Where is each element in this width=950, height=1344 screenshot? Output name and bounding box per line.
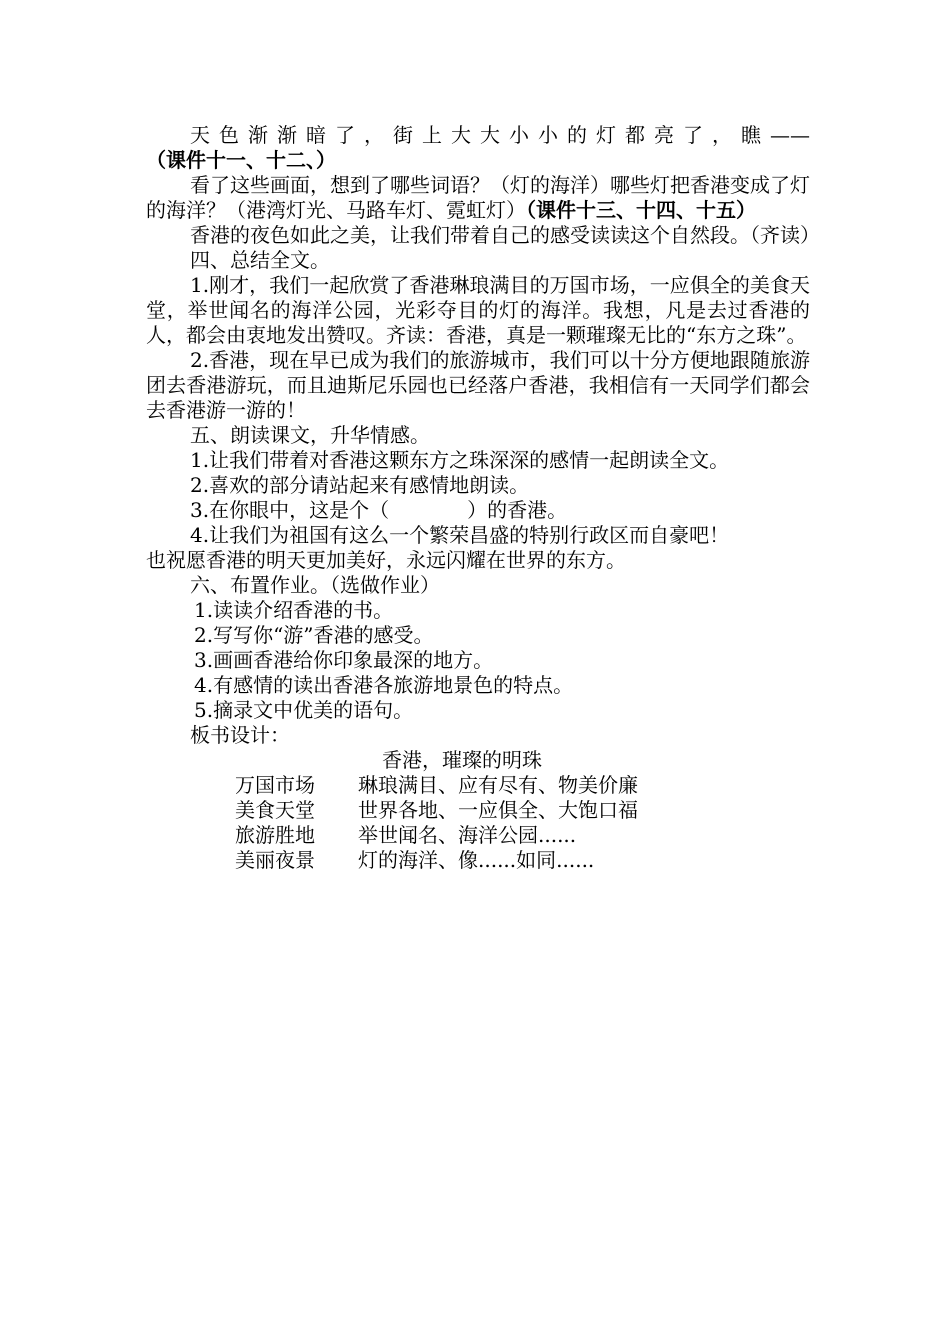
summary-item-2: 2.香港，现在早已成为我们的旅游城市，我们可以十分方便地跟随旅游团去香港游玩，而且迪斯尼乐园也已经落户香港，我相信有一天同学们都会去香港游一游的！ <box>146 348 810 422</box>
summary-item-1: 1.刚才，我们一起欣赏了香港琳琅满目的万国市场，一应俱全的美食天堂，举世闻名的海洋公园，光彩夺目的灯的海洋。我想，凡是去过香港的人，都会由衷地发出赞叹。齐读：香港，真是一颗璀璨无比的“东方之珠”。 <box>146 273 810 347</box>
board-row-key: 美丽夜景 <box>235 848 315 872</box>
board-design-label: 板书设计： <box>190 723 290 747</box>
board-row-key: 万国市场 <box>235 773 315 797</box>
paragraph-sea-of-lights <box>146 173 810 223</box>
board-row-value: 世界各地、一应俱全、大饱口福 <box>358 798 638 822</box>
homework-item-3: 3.画画香港给你印象最深的地方。 <box>194 648 494 672</box>
paragraph-text: 看了这些画面，想到了哪些词语？（灯的海洋）哪些灯把香港变成了灯的海洋？（港湾灯光、马路车灯、霓虹灯） <box>146 173 810 222</box>
board-row-key: 旅游胜地 <box>235 823 315 847</box>
paragraph-night-view: 香港的夜色如此之美，让我们带着自己的感受读读这个自然段。（齐读） <box>190 223 820 247</box>
section-heading-homework: 六、布置作业。（选做作业） <box>190 573 440 597</box>
board-row <box>146 823 810 848</box>
board-title: 香港，璀璨的明珠 <box>382 748 542 772</box>
section-heading-reading: 五、朗读课文，升华情感。 <box>190 423 430 447</box>
reading-item-4: 4.让我们为祖国有这么一个繁荣昌盛的特别行政区而自豪吧！ <box>190 523 730 547</box>
courseware-note: （课件十三、十四、十五） <box>526 198 756 222</box>
board-row-key: 美食天堂 <box>235 798 315 822</box>
reading-item-3 <box>146 498 810 523</box>
reading-item-2: 2.喜欢的部分请站起来有感情地朗读。 <box>190 473 530 497</box>
homework-item-2: 2.写写你“游”香港的感受。 <box>194 623 434 647</box>
reading-item-3-start: 3.在你眼中，这是个（ <box>190 498 390 522</box>
board-row-value: 琳琅满目、应有尽有、物美价廉 <box>358 773 638 797</box>
paragraph-night-lights <box>146 123 810 173</box>
board-row-value: 举世闻名、海洋公园...... <box>358 823 577 847</box>
section-heading-summary: 四、总结全文。 <box>190 248 330 272</box>
homework-item-4: 4.有感情的读出香港各旅游地景色的特点。 <box>194 673 574 697</box>
board-row <box>146 798 810 823</box>
board-row-value: 灯的海洋、像......如同...... <box>358 848 595 872</box>
reading-item-3-end: ）的香港。 <box>467 498 568 522</box>
board-row <box>146 773 810 798</box>
board-row <box>146 848 810 873</box>
homework-item-5: 5.摘录文中优美的语句。 <box>194 698 414 722</box>
reading-item-4-continued: 也祝愿香港的明天更加美好，永远闪耀在世界的东方。 <box>146 548 626 572</box>
homework-item-1: 1.读读介绍香港的书。 <box>194 598 394 622</box>
courseware-note: （课件十一、十二、） <box>146 148 336 172</box>
reading-item-1: 1.让我们带着对香港这颗东方之珠深深的感情一起朗读全文。 <box>190 448 730 472</box>
lesson-plan-page <box>146 123 820 873</box>
paragraph-text: 天色渐渐暗了，街上大大小小的灯都亮了，瞧—— <box>190 123 810 147</box>
